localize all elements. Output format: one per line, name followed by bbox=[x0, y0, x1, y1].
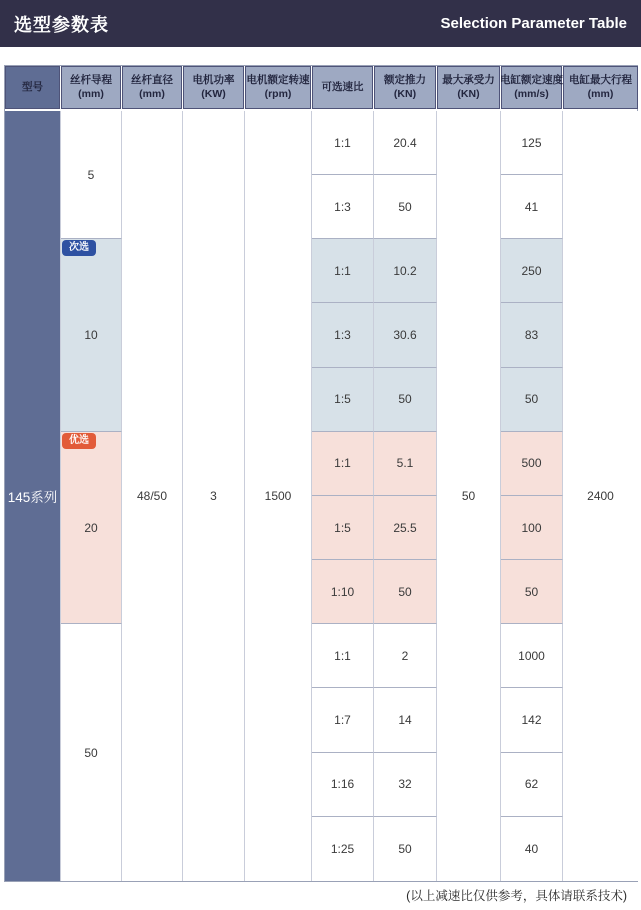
header-line2: (mm/s) bbox=[514, 87, 549, 100]
header-max-bearing-force bbox=[437, 66, 500, 109]
cell-speed: 83 bbox=[501, 303, 563, 367]
cell-thrust: 14 bbox=[374, 688, 437, 752]
cell-speed: 40 bbox=[501, 817, 563, 881]
cell-max-bearing-force: 50 bbox=[437, 111, 501, 881]
cell-ratio: 1:10 bbox=[312, 560, 374, 624]
header-line1: 电机额定转速 bbox=[246, 73, 310, 86]
header-speed-ratio bbox=[312, 66, 373, 109]
lead-value: 10 bbox=[84, 328, 98, 343]
cell-ratio: 1:16 bbox=[312, 753, 374, 817]
cell-ratio: 1:25 bbox=[312, 817, 374, 881]
header-motor-rated-speed bbox=[245, 66, 311, 109]
header-line1: 可选速比 bbox=[321, 80, 364, 93]
cell-model-series: 145系列 bbox=[5, 111, 61, 881]
cell-ratio: 1:7 bbox=[312, 688, 374, 752]
header-line2: (mm) bbox=[139, 87, 165, 100]
cell-thrust: 20.4 bbox=[374, 111, 437, 175]
cell-speed: 500 bbox=[501, 432, 563, 496]
cell-thrust: 2 bbox=[374, 624, 437, 688]
header-line2: (KN) bbox=[393, 87, 417, 100]
cell-thrust: 50 bbox=[374, 560, 437, 624]
cell-lead-5: 5 bbox=[61, 111, 122, 239]
cell-speed: 41 bbox=[501, 175, 563, 239]
header-rated-thrust bbox=[374, 66, 436, 109]
page-title-chinese: 选型参数表 bbox=[14, 14, 109, 35]
lead-value: 20 bbox=[84, 520, 98, 535]
cell-thrust: 30.6 bbox=[374, 303, 437, 367]
cell-ratio: 1:1 bbox=[312, 239, 374, 303]
cell-ratio: 1:1 bbox=[312, 111, 374, 175]
cell-lead-50: 50 bbox=[61, 624, 122, 881]
cell-thrust: 10.2 bbox=[374, 239, 437, 303]
cell-speed: 100 bbox=[501, 496, 563, 560]
cell-thrust: 50 bbox=[374, 817, 437, 881]
selection-parameter-table bbox=[4, 65, 638, 882]
title-bar bbox=[0, 0, 641, 47]
cell-thrust: 50 bbox=[374, 368, 437, 432]
header-line1: 电缸额定速度 bbox=[500, 73, 563, 86]
cell-lead-20 bbox=[61, 432, 122, 625]
header-line1: 电缸最大行程 bbox=[569, 73, 632, 86]
cell-max-stroke: 2400 bbox=[563, 111, 638, 881]
header-motor-power bbox=[183, 66, 244, 109]
cell-speed: 142 bbox=[501, 688, 563, 752]
cell-motor-rated-speed: 1500 bbox=[245, 111, 312, 881]
header-line2: (KN) bbox=[457, 87, 480, 100]
cell-speed: 1000 bbox=[501, 624, 563, 688]
cell-ratio: 1:1 bbox=[312, 432, 374, 496]
header-line2: (mm) bbox=[78, 87, 104, 100]
cell-ratio: 1:5 bbox=[312, 496, 374, 560]
header-line1: 额定推力 bbox=[384, 73, 426, 86]
cell-speed: 125 bbox=[501, 111, 563, 175]
cell-thrust: 25.5 bbox=[374, 496, 437, 560]
cell-thrust: 32 bbox=[374, 753, 437, 817]
cell-speed: 62 bbox=[501, 753, 563, 817]
cell-lead-10 bbox=[61, 239, 122, 432]
header-line1: 丝杆直径 bbox=[131, 73, 173, 86]
cell-motor-power: 3 bbox=[183, 111, 245, 881]
cell-speed: 50 bbox=[501, 368, 563, 432]
header-model-label: 型号 bbox=[22, 80, 43, 93]
header-line2: (rpm) bbox=[264, 87, 292, 100]
header-line2: (mm) bbox=[587, 87, 614, 100]
cell-ratio: 1:5 bbox=[312, 368, 374, 432]
header-screw-diameter bbox=[122, 66, 182, 109]
cell-speed: 50 bbox=[501, 560, 563, 624]
cell-thrust: 5.1 bbox=[374, 432, 437, 496]
footnote-text: (以上减速比仅供参考，具体请联系技术) bbox=[406, 889, 627, 903]
header-line2: (KW) bbox=[201, 87, 226, 100]
cell-speed: 250 bbox=[501, 239, 563, 303]
cell-ratio: 1:1 bbox=[312, 624, 374, 688]
header-max-stroke bbox=[563, 66, 638, 109]
cell-thrust: 50 bbox=[374, 175, 437, 239]
header-line1: 丝杆导程 bbox=[70, 73, 112, 86]
header-line1: 最大承受力 bbox=[442, 73, 495, 86]
header-screw-lead bbox=[61, 66, 121, 109]
cell-ratio: 1:3 bbox=[312, 303, 374, 367]
page-title-english: Selection Parameter Table bbox=[440, 15, 627, 32]
cell-screw-diameter: 48/50 bbox=[122, 111, 183, 881]
header-model bbox=[5, 66, 60, 109]
cell-ratio: 1:3 bbox=[312, 175, 374, 239]
preferred-choice-badge: 优选 bbox=[62, 433, 96, 449]
secondary-choice-badge: 次选 bbox=[62, 240, 96, 256]
header-rated-speed bbox=[501, 66, 562, 109]
header-line1: 电机功率 bbox=[192, 73, 235, 86]
